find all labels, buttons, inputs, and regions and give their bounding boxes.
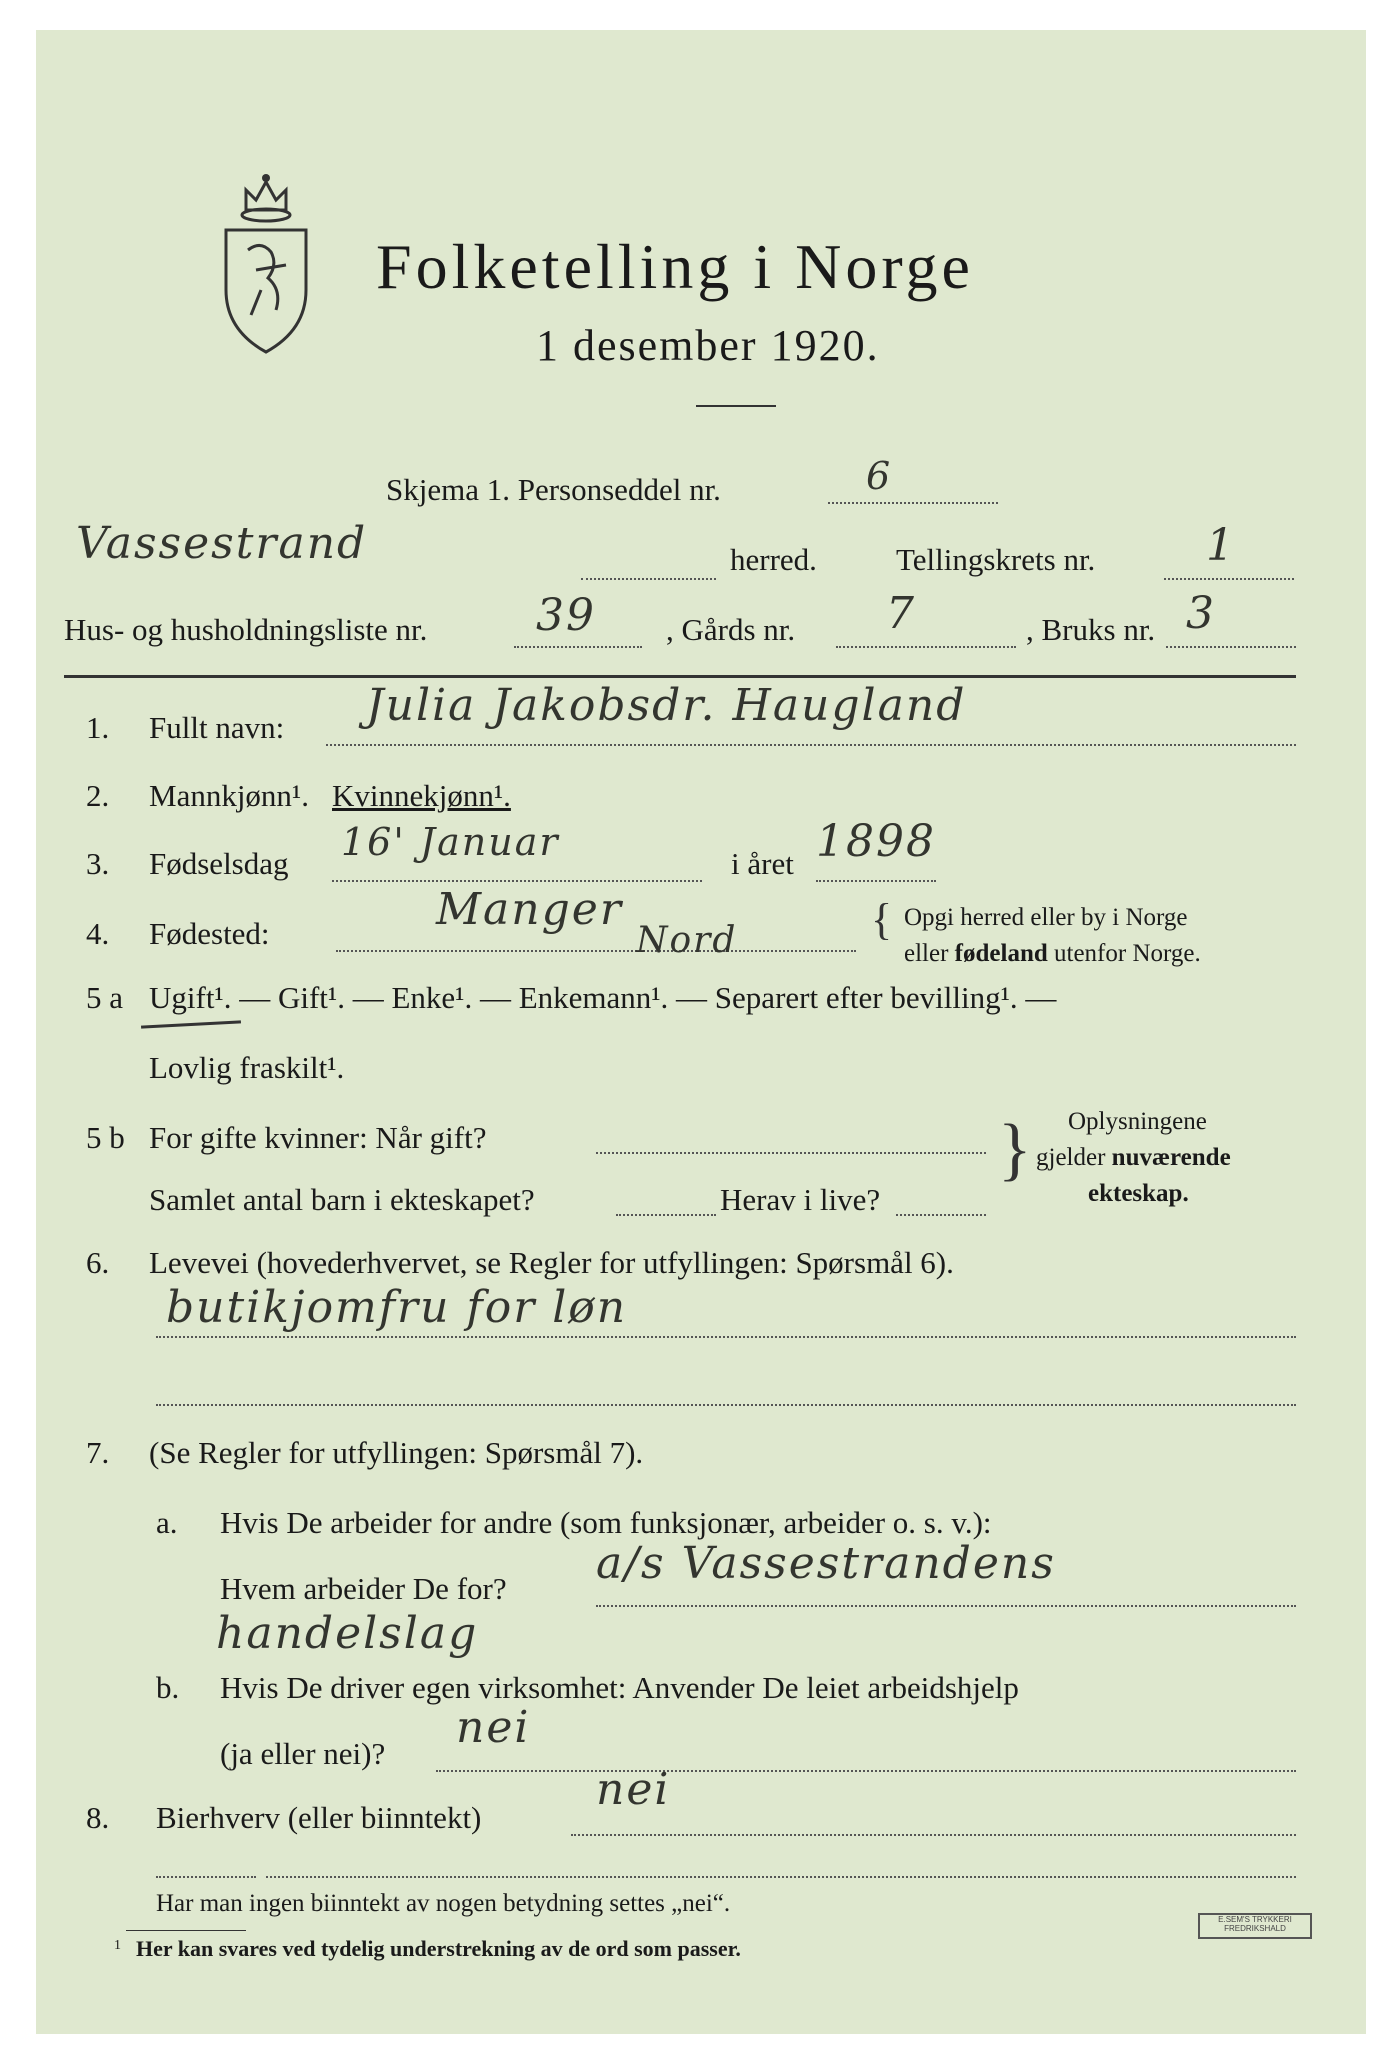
gards-line [836,646,1016,648]
q8-number: 8. [86,1800,110,1835]
printer-stamp: E.SEM'S TRYKKERI FREDRIKSHALD [1198,1913,1312,1939]
q4-bracket: { [871,895,893,944]
q4-value: Manger [436,884,623,935]
title-divider [696,405,776,407]
herred-line [581,578,716,580]
tellingskrets-label: Tellingskrets nr. [896,542,1096,577]
q4-value2: Nord [636,920,738,961]
form-date: 1 desember 1920. [536,321,880,370]
hus-value: 39 [536,590,596,641]
q3-label: Fødselsdag [149,846,289,881]
q7a-line1: Hvis De arbeider for andre (som funksjonær, arbeider o. s. v.): [220,1505,992,1540]
q4-note-c: utenfor Norge. [1054,940,1201,967]
coat-of-arms-icon [216,170,316,360]
q8-extra-line1 [156,1876,256,1878]
q4-label: Fødested: [149,916,270,951]
q5b-note1: Oplysningene [1068,1108,1207,1135]
q5a-line1: Ugift¹. — Gift¹. — Enke¹. — Enkemann¹. — Separert efter bevilling¹. — [149,980,1057,1015]
q7-number: 7. [86,1435,110,1470]
q7a-number: a. [156,1505,178,1540]
q5b-children-line [616,1214,716,1216]
q3-year-value: 1898 [816,816,936,867]
skjema-line [828,502,998,504]
footer-note: Har man ingen biinntekt av nogen betydning settes „nei“. [156,1890,731,1917]
form-title: Folketelling i Norge [376,231,974,302]
q7-label: (Se Regler for utfyllingen: Spørsmål 7). [149,1435,644,1470]
q3-line [332,880,702,882]
q5b-line2a: Samlet antal barn i ekteskapet? [149,1182,535,1217]
tellingskrets-line [1164,578,1294,580]
gards-value: 7 [886,588,916,639]
q3-number: 3. [86,846,110,881]
header-divider [64,675,1296,678]
q4-note-b: fødeland [954,940,1048,967]
q5b-note2-a: gjelder [1036,1144,1106,1171]
q1-number: 1. [86,710,110,745]
hus-label: Hus- og husholdningsliste nr. [64,612,428,647]
q4-note-a: eller [904,940,949,967]
footnote-divider [126,1930,246,1931]
footnote-number: 1 [114,1938,121,1953]
q6-value: butikjomfru for løn [166,1282,628,1333]
q8-line [571,1834,1296,1836]
bruks-value: 3 [1186,588,1216,639]
q7b-value: nei [456,1702,531,1753]
q5b-when-line [596,1152,986,1154]
q1-label: Fullt navn: [149,710,285,745]
bruks-line [1166,646,1296,648]
q7b-line [436,1770,1296,1772]
q2-male: Mannkjønn¹. [149,778,309,813]
q3-value: 16' Januar [341,820,560,864]
q5b-alive-line [896,1214,986,1216]
q4-note-line2 [904,940,1201,968]
q2-number: 2. [86,778,110,813]
q7a-value1: a/s Vassestrandens [596,1538,1056,1589]
q5b-note2 [1036,1144,1231,1172]
q7a-line2: Hvem arbeider De for? [220,1571,507,1606]
q5b-note2-b: nuværende [1111,1144,1231,1171]
skjema-value: 6 [866,454,893,498]
q6-line1 [156,1336,1296,1338]
q7b-line2: (ja eller nei)? [220,1736,386,1771]
q7b-number: b. [156,1670,180,1705]
q4-line [336,950,856,952]
q5a-ugift-underline [141,1020,241,1028]
q1-value: Julia Jakobsdr. Haugland [366,680,967,731]
bruks-label: , Bruks nr. [1026,612,1156,647]
footnote-text: Her kan svares ved tydelig understrekning av de ord som passer. [136,1936,741,1961]
q5b-note3: ekteskap. [1088,1180,1189,1207]
hus-line [514,646,642,648]
herred-label: herred. [730,542,817,577]
q5a-line2: Lovlig fraskilt¹. [149,1050,345,1085]
q1-line [326,744,1296,746]
q7a-line [596,1605,1296,1607]
q3-year-line [816,880,936,882]
herred-value: Vassestrand [76,518,368,569]
q5b-line2b: Herav i live? [720,1182,881,1217]
tellingskrets-value: 1 [1206,520,1236,571]
q8-extra-line2 [266,1876,1296,1878]
q6-line2 [156,1404,1296,1406]
q4-note-line1: Opgi herred eller by i Norge [904,904,1188,931]
skjema-label: Skjema 1. Personseddel nr. [386,472,721,507]
q5b-bracket: } [998,1111,1032,1188]
q3-year-label: i året [731,846,794,881]
q6-label: Levevei (hovederhvervet, se Regler for utfyllingen: Spørsmål 6). [149,1245,954,1280]
q7b-line1: Hvis De driver egen virksomhet: Anvender De leiet arbeidshjelp [220,1670,1019,1705]
q8-value: nei [596,1764,671,1815]
q7a-value2: handelslag [216,1608,479,1659]
q8-label: Bierhverv (eller biinntekt) [156,1800,482,1835]
census-form [36,30,1366,2034]
q5b-number: 5 b [86,1120,125,1155]
gards-label: , Gårds nr. [666,612,796,647]
q6-number: 6. [86,1245,110,1280]
q5a-number: 5 a [86,980,124,1015]
q4-number: 4. [86,916,110,951]
q5b-line1: For gifte kvinner: Når gift? [149,1120,487,1155]
q2-female: Kvinnekjønn¹. [332,778,511,813]
